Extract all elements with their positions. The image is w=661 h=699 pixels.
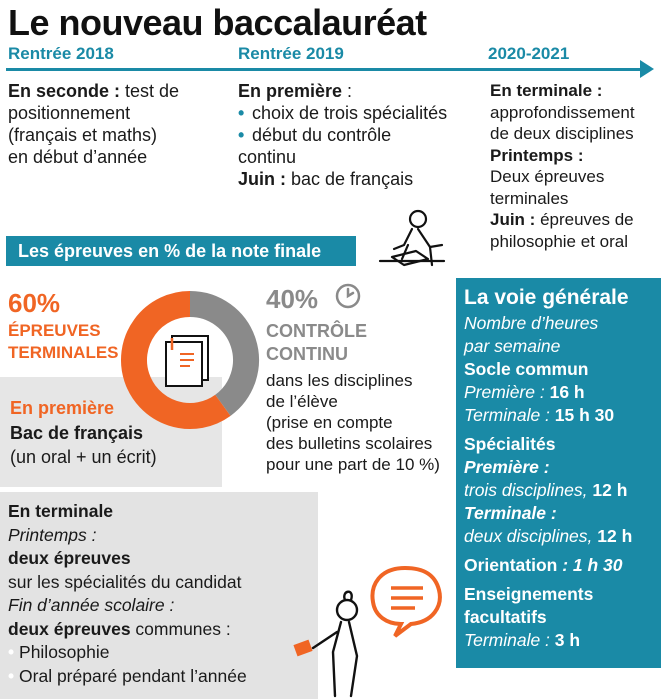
label60a: ÉPREUVES bbox=[8, 321, 101, 340]
col1-line3: (français et maths) bbox=[8, 125, 158, 145]
terminale-fin-annee: Fin d’année scolaire : bbox=[8, 595, 175, 615]
voie-socle: Socle commun bbox=[464, 359, 589, 379]
voie-term-val: 15 h 30 bbox=[549, 405, 615, 425]
year-2020-2021: 2020-2021 bbox=[488, 44, 570, 63]
timeline-col-2018 bbox=[8, 80, 233, 168]
voie-generale-panel bbox=[456, 278, 661, 668]
col3-line8: philosophie et oral bbox=[490, 231, 628, 251]
terminale-heading: En terminale bbox=[8, 501, 114, 521]
voie-fac-label: Terminale : bbox=[464, 630, 550, 650]
terminale-deux-epreuves-2: deux épreuves bbox=[8, 618, 131, 639]
voie-term-label: Terminale : bbox=[464, 405, 550, 425]
voie-spec-term: Terminale : bbox=[464, 503, 557, 523]
col3-line5: Deux épreuves bbox=[490, 167, 605, 186]
voie-spec-term-val: 12 h bbox=[597, 526, 633, 546]
label40a: CONTRÔLE bbox=[266, 321, 367, 341]
voie-orient-val: : 1 h 30 bbox=[557, 555, 623, 575]
terminale-specialites: sur les spécialités du candidat bbox=[8, 571, 242, 592]
col3-bold3: Juin : bbox=[490, 210, 536, 229]
terminale-printemps: Printemps : bbox=[8, 524, 97, 545]
desc-line: (prise en compte bbox=[266, 413, 393, 432]
col2-bullet2: • début du contrôle bbox=[238, 124, 478, 146]
col2-bold: En première bbox=[238, 81, 343, 101]
controle-description bbox=[266, 370, 456, 475]
page-title: Le nouveau baccalauréat bbox=[8, 2, 427, 43]
col3-text3: épreuves de bbox=[535, 210, 634, 229]
col1-line4: en début d’année bbox=[8, 147, 148, 167]
premiere-bac: Bac de français bbox=[10, 423, 144, 443]
col1-bold: En seconde : bbox=[8, 81, 121, 101]
voie-spec: Spécialités bbox=[464, 434, 556, 454]
student-writing-icon bbox=[372, 205, 456, 275]
year-2019: Rentrée 2019 bbox=[238, 44, 344, 63]
documents-icon bbox=[166, 336, 208, 386]
label60b: TERMINALES bbox=[8, 343, 119, 362]
voie-sub2: par semaine bbox=[464, 336, 561, 356]
pct-terminales: 60% bbox=[8, 288, 61, 318]
voie-spec-prem-val: 12 h bbox=[592, 480, 628, 500]
col3-line2: approfondissement bbox=[490, 102, 635, 122]
desc-line: pour une part de 10 %) bbox=[266, 455, 440, 474]
timeline-col-2020 bbox=[490, 80, 660, 252]
col1-line2: positionnement bbox=[8, 103, 131, 123]
col2-bullet2-cont: continu bbox=[238, 147, 297, 167]
timeline-arrow-icon bbox=[640, 60, 654, 78]
voie-spec-prem-txt: trois disciplines, bbox=[464, 480, 593, 500]
col2-text: : bbox=[342, 81, 353, 101]
terminale-item-philo: Philosophie bbox=[19, 642, 110, 662]
col2-bullet1: • choix de trois spécialités bbox=[238, 102, 478, 124]
premiere-heading-text: En première bbox=[10, 398, 115, 418]
voie-ens2: facultatifs bbox=[464, 607, 547, 627]
col2-text2: bac de français bbox=[286, 169, 414, 189]
terminale-deux-epreuves: deux épreuves bbox=[8, 548, 131, 568]
voie-heading: La voie générale bbox=[464, 286, 629, 309]
terminale-item-oral: Oral préparé pendant l’année bbox=[19, 665, 247, 686]
label40b: CONTINU bbox=[266, 344, 348, 364]
label-controle-continu bbox=[266, 320, 367, 366]
terminale-communes: communes : bbox=[130, 618, 231, 639]
voie-ens1: Enseignements bbox=[464, 584, 594, 604]
col2-bold2: Juin : bbox=[238, 169, 286, 189]
desc-line: dans les disciplines bbox=[266, 371, 413, 390]
banner-note-finale: Les épreuves en % de la note finale bbox=[6, 236, 356, 266]
premiere-detail: (un oral + un écrit) bbox=[10, 447, 157, 467]
desc-line: des bulletins scolaires bbox=[266, 434, 433, 453]
col1-text: test de bbox=[120, 81, 180, 101]
col3-bold2: Printemps : bbox=[490, 145, 584, 165]
phone-icon bbox=[293, 640, 312, 657]
premiere-heading bbox=[10, 397, 114, 419]
col3-bold: En terminale : bbox=[490, 81, 603, 100]
voie-orient-label: Orientation bbox=[464, 555, 558, 575]
desc-line: de l’élève bbox=[266, 392, 338, 411]
col3-line6: terminales bbox=[490, 188, 569, 208]
voie-prem-val: 16 h bbox=[544, 382, 585, 402]
pct-continu: 40% bbox=[266, 284, 319, 314]
voie-sub1: Nombre d’heures bbox=[464, 313, 599, 333]
voie-fac-val: 3 h bbox=[549, 630, 581, 650]
donut-chart bbox=[120, 290, 260, 430]
voie-spec-prem: Première : bbox=[464, 457, 550, 477]
voie-prem-label: Première : bbox=[464, 382, 545, 402]
year-2018: Rentrée 2018 bbox=[8, 44, 114, 63]
timeline-col-2019 bbox=[238, 80, 478, 190]
clock-icon bbox=[334, 282, 362, 310]
terminale-content: En terminale Printemps : deux épreuves sur les spécialités du candidat Fin d’année scolaire : deux épreuves communes : • Philosophie • Oral préparé pendant l’année bbox=[8, 500, 313, 688]
speaker-icon bbox=[285, 560, 455, 699]
speech-bubble-icon bbox=[372, 568, 439, 636]
label-epreuves-terminales bbox=[8, 320, 119, 364]
voie-spec-term-txt: deux disciplines, bbox=[464, 526, 598, 546]
col3-line3: de deux disciplines bbox=[490, 124, 634, 143]
timeline-line bbox=[6, 68, 646, 71]
